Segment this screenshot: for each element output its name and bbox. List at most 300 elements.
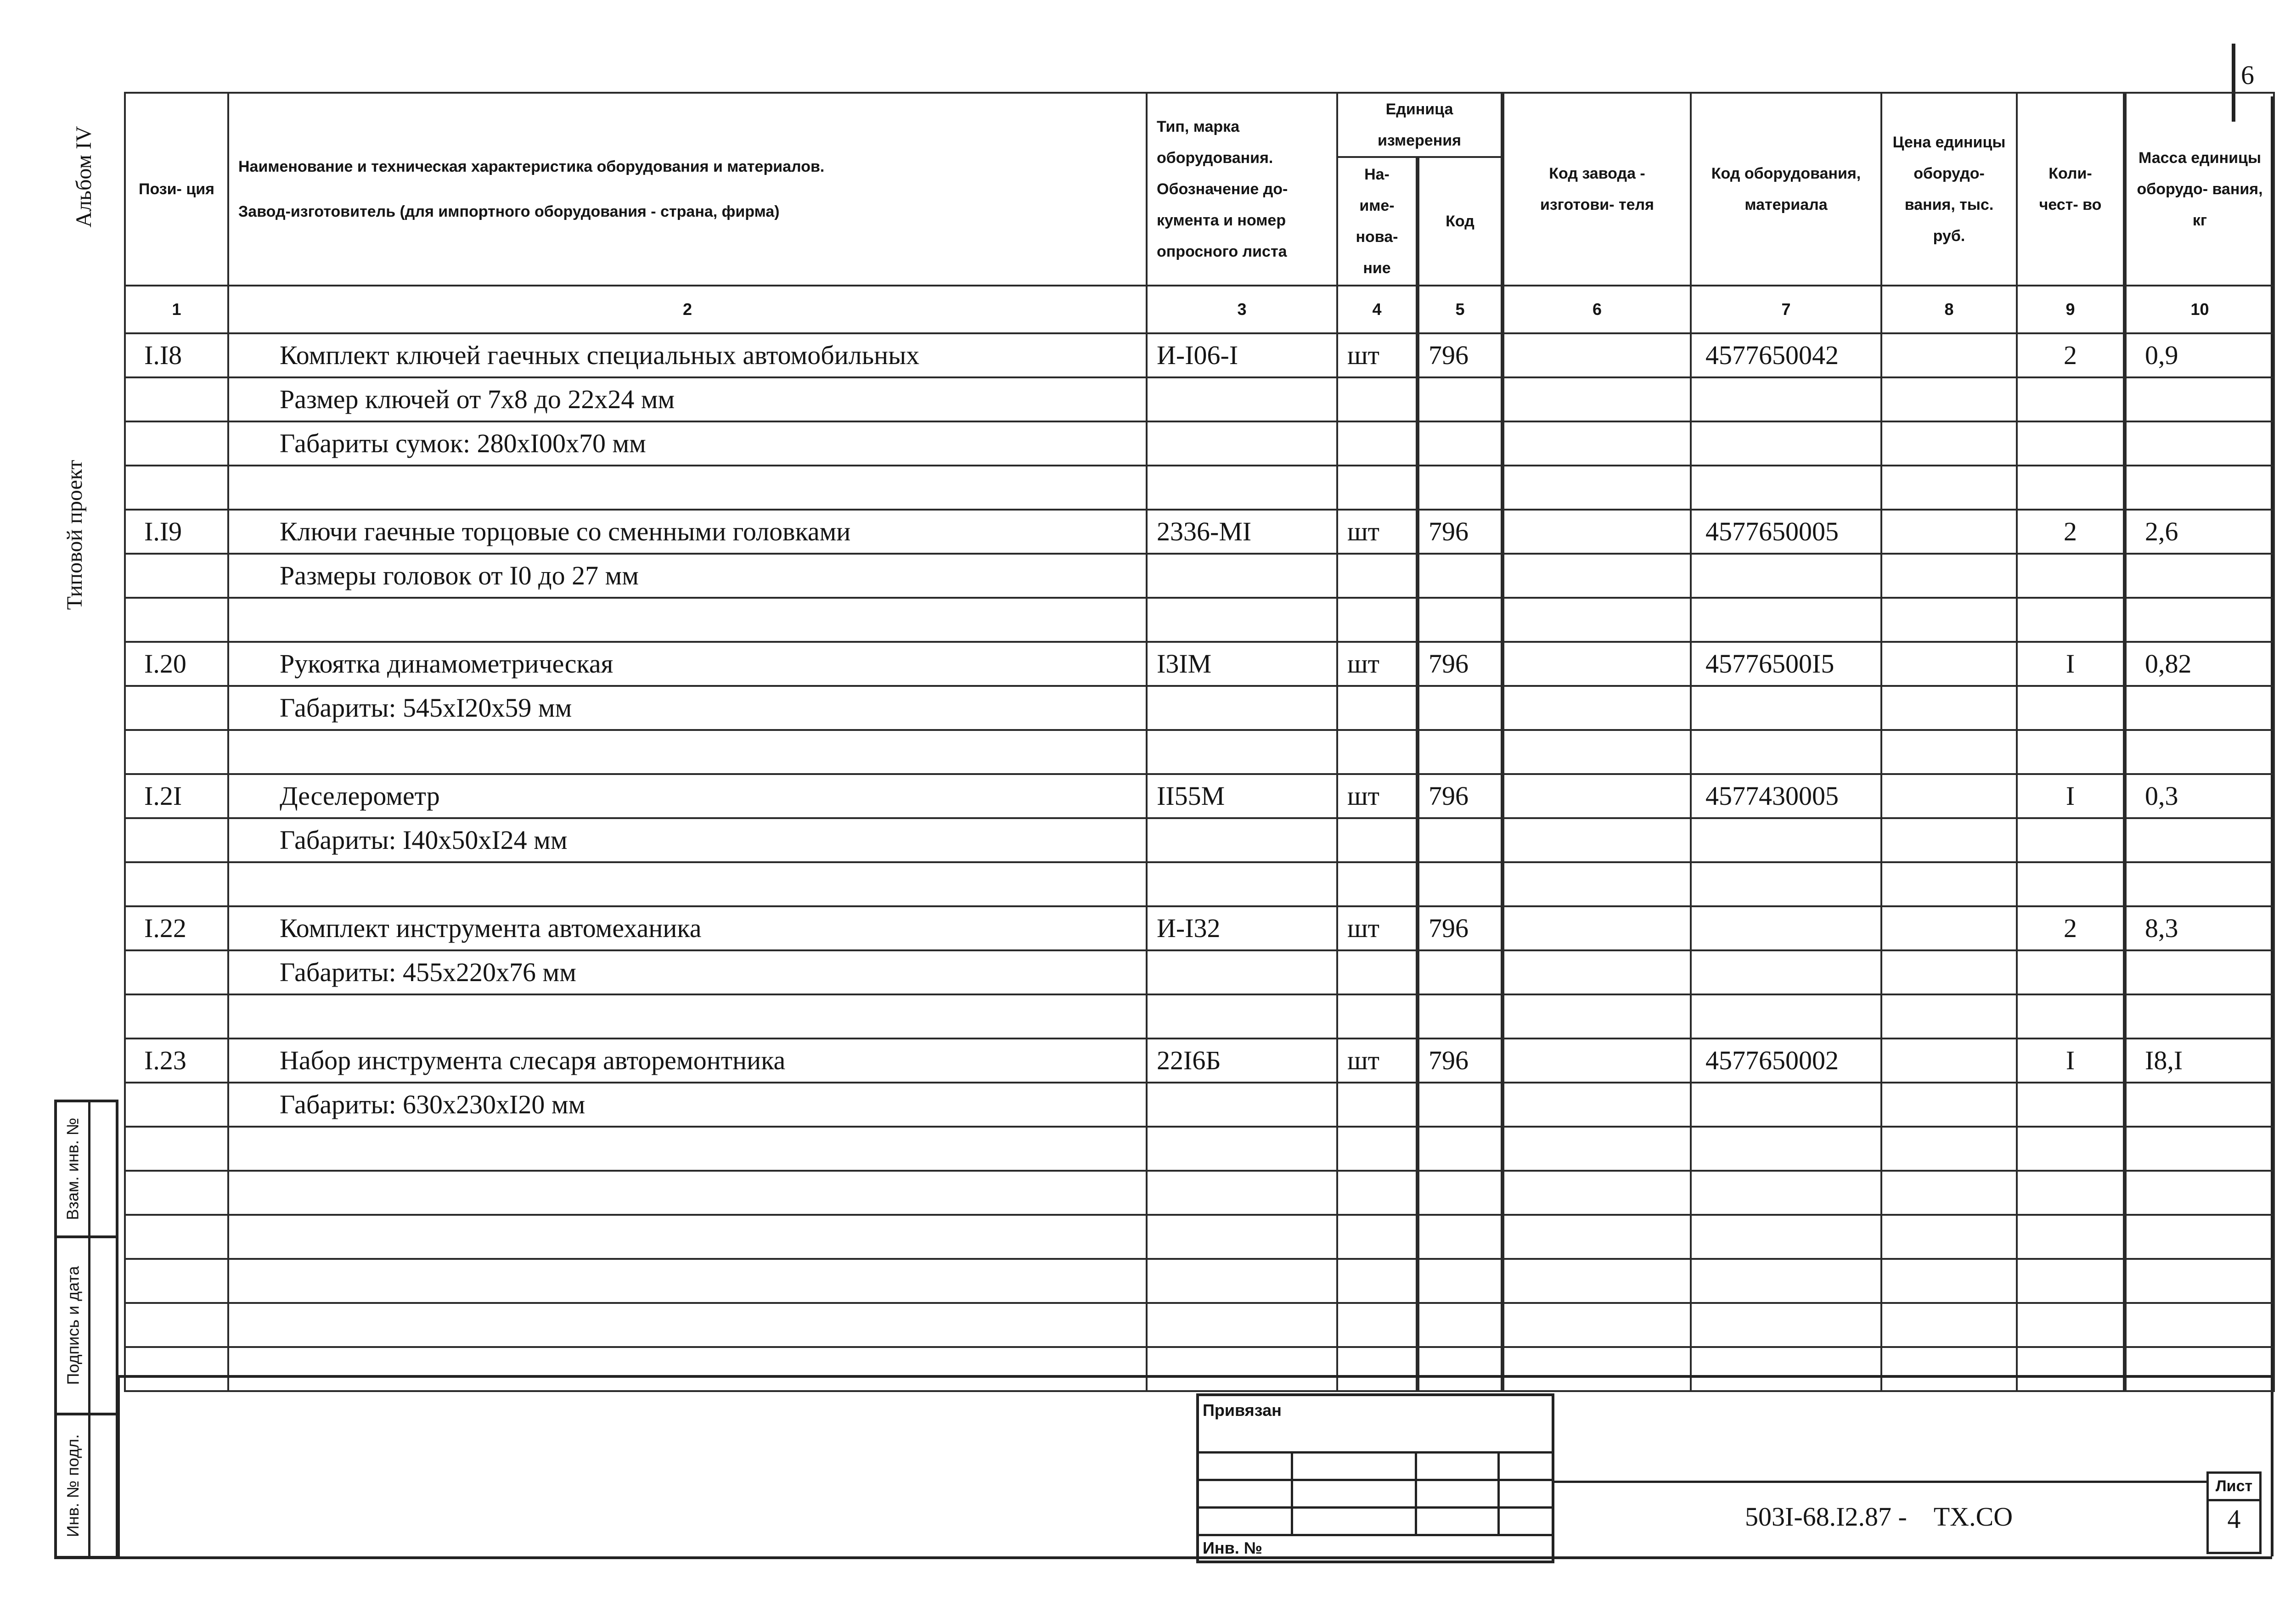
cell-position — [125, 1215, 228, 1259]
cell-unit-name: шт — [1337, 333, 1418, 377]
table-row — [125, 1083, 2274, 1127]
sheet-box — [2206, 1471, 2262, 1554]
cell-unit-name: шт — [1337, 774, 1418, 818]
cell-position: I.I8 — [125, 333, 228, 377]
cell-position — [125, 1083, 228, 1127]
cell-plant-code — [1503, 1215, 1691, 1259]
cell-mass — [2125, 1083, 2274, 1127]
cell-unit-code — [1418, 950, 1503, 994]
cell-unit-name — [1337, 1259, 1418, 1303]
cell-plant-code — [1503, 906, 1691, 950]
cell-name — [228, 1259, 1147, 1303]
cell-unit-name — [1337, 554, 1418, 598]
cell-type-mark — [1147, 1215, 1337, 1259]
cell-unit-name: шт — [1337, 906, 1418, 950]
cell-price — [1881, 554, 2017, 598]
cell-unit-code — [1418, 686, 1503, 730]
cell-price — [1881, 1083, 2017, 1127]
cell-position — [125, 686, 228, 730]
column-number: 2 — [228, 286, 1147, 333]
side-label-album: Альбом IV — [72, 126, 96, 228]
title-block-line — [1291, 1451, 1293, 1534]
cell-position — [125, 554, 228, 598]
cell-type-mark: 2336-МI — [1147, 510, 1337, 554]
cell-mass — [2125, 730, 2274, 774]
cell-plant-code — [1503, 466, 1691, 510]
cell-unit-name — [1337, 1083, 1418, 1127]
cell-position — [125, 1171, 228, 1215]
cell-price — [1881, 1215, 2017, 1259]
cell-mass — [2125, 1347, 2274, 1391]
column-number: 1 — [125, 286, 228, 333]
cell-unit-code: 796 — [1418, 510, 1503, 554]
table-row — [125, 421, 2274, 466]
cell-name — [228, 598, 1147, 642]
table-row — [125, 818, 2274, 862]
header-unit-mass: Масса единицы оборудо- вания, кг — [2125, 93, 2274, 286]
header-equipment-code: Код оборудования, материала — [1691, 93, 1881, 286]
side-label-project: Типовой проект — [62, 460, 87, 610]
cell-mass: 0,9 — [2125, 333, 2274, 377]
frame-left-rule — [117, 1375, 120, 1559]
cell-name — [228, 1347, 1147, 1391]
cell-unit-code: 796 — [1418, 774, 1503, 818]
cell-type-mark — [1147, 730, 1337, 774]
cell-unit-code — [1418, 554, 1503, 598]
cell-type-mark: И-I32 — [1147, 906, 1337, 950]
cell-plant-code — [1503, 421, 1691, 466]
sheet-number: 4 — [2227, 1504, 2241, 1534]
cell-unit-name — [1337, 466, 1418, 510]
cell-mass: 0,82 — [2125, 642, 2274, 686]
cell-plant-code — [1503, 730, 1691, 774]
cell-type-mark — [1147, 1127, 1337, 1171]
header-name-line1: Наименование и техническая характеристика оборудования и материалов. — [238, 158, 825, 175]
cell-position — [125, 994, 228, 1039]
title-block-rule — [1552, 1481, 2206, 1483]
cell-name: Ключи гаечные торцовые со сменными головками — [228, 510, 1147, 554]
cell-equipment-code — [1691, 598, 1881, 642]
cell-quantity: I — [2017, 642, 2125, 686]
cell-mass — [2125, 862, 2274, 906]
table-body — [125, 333, 2274, 1391]
cell-unit-code — [1418, 1215, 1503, 1259]
cell-unit-name — [1337, 1215, 1418, 1259]
cell-plant-code — [1503, 1303, 1691, 1347]
cell-unit-code — [1418, 730, 1503, 774]
cell-price — [1881, 686, 2017, 730]
cell-plant-code — [1503, 774, 1691, 818]
header-position: Пози- ция — [125, 93, 228, 286]
cell-type-mark — [1147, 1171, 1337, 1215]
cell-position — [125, 598, 228, 642]
cell-quantity — [2017, 598, 2125, 642]
cell-position — [125, 1347, 228, 1391]
cell-name: Габариты: I40х50хI24 мм — [228, 818, 1147, 862]
cell-type-mark — [1147, 686, 1337, 730]
cell-name: Габариты: 455х220х76 мм — [228, 950, 1147, 994]
cell-price — [1881, 994, 2017, 1039]
cell-price — [1881, 1171, 2017, 1215]
cell-mass — [2125, 950, 2274, 994]
cell-type-mark: I3IМ — [1147, 642, 1337, 686]
cell-quantity — [2017, 1259, 2125, 1303]
cell-plant-code — [1503, 1171, 1691, 1215]
cell-name — [228, 994, 1147, 1039]
cell-unit-code — [1418, 421, 1503, 466]
cell-type-mark: II55М — [1147, 774, 1337, 818]
cell-unit-code: 796 — [1418, 1039, 1503, 1083]
cell-equipment-code — [1691, 730, 1881, 774]
cell-quantity — [2017, 994, 2125, 1039]
cell-unit-code — [1418, 1083, 1503, 1127]
cell-equipment-code — [1691, 1303, 1881, 1347]
cell-quantity: 2 — [2017, 333, 2125, 377]
cell-mass — [2125, 818, 2274, 862]
column-number: 10 — [2125, 286, 2274, 333]
cell-price — [1881, 333, 2017, 377]
cell-equipment-code — [1691, 686, 1881, 730]
cell-quantity — [2017, 466, 2125, 510]
cell-plant-code — [1503, 950, 1691, 994]
cell-mass — [2125, 421, 2274, 466]
header-plant-code: Код завода - изготови- теля — [1503, 93, 1691, 286]
cell-plant-code — [1503, 642, 1691, 686]
cell-plant-code — [1503, 1127, 1691, 1171]
cell-quantity — [2017, 686, 2125, 730]
cell-position: I.I9 — [125, 510, 228, 554]
cell-mass: 2,6 — [2125, 510, 2274, 554]
title-block-inv-label: Инв. № — [1203, 1538, 1262, 1557]
cell-mass: I8,I — [2125, 1039, 2274, 1083]
cell-equipment-code — [1691, 466, 1881, 510]
cell-price — [1881, 950, 2017, 994]
cell-plant-code — [1503, 994, 1691, 1039]
cell-plant-code — [1503, 1039, 1691, 1083]
cell-name — [228, 1303, 1147, 1347]
cell-price — [1881, 377, 2017, 421]
cell-name: Габариты сумок: 280хI00х70 мм — [228, 421, 1147, 466]
cell-position: I.23 — [125, 1039, 228, 1083]
cell-equipment-code: 4577650005 — [1691, 510, 1881, 554]
cell-equipment-code — [1691, 1083, 1881, 1127]
cell-type-mark — [1147, 994, 1337, 1039]
cell-position: I.20 — [125, 642, 228, 686]
frame-bottom-rule — [117, 1375, 2271, 1378]
cell-type-mark — [1147, 1259, 1337, 1303]
cell-quantity — [2017, 1083, 2125, 1127]
cell-equipment-code — [1691, 554, 1881, 598]
header-unit-name: На- име- нова- ние — [1337, 157, 1418, 286]
cell-unit-code: 796 — [1418, 906, 1503, 950]
column-number: 5 — [1418, 286, 1503, 333]
cell-unit-code — [1418, 994, 1503, 1039]
cell-quantity — [2017, 1127, 2125, 1171]
cell-quantity — [2017, 862, 2125, 906]
header-quantity: Коли- чест- во — [2017, 93, 2125, 286]
cell-price — [1881, 1347, 2017, 1391]
column-number: 7 — [1691, 286, 1881, 333]
table-row — [125, 774, 2274, 818]
cell-unit-name — [1337, 818, 1418, 862]
title-block-line — [1415, 1451, 1417, 1534]
cell-name — [228, 1215, 1147, 1259]
cell-unit-code — [1418, 1259, 1503, 1303]
cell-mass — [2125, 466, 2274, 510]
cell-equipment-code: 4577650042 — [1691, 333, 1881, 377]
table-row — [125, 1303, 2274, 1347]
cell-position — [125, 1303, 228, 1347]
header-type-mark: Тип, марка оборудования. Обозначение до- кумента и номер опросного листа — [1147, 93, 1337, 286]
cell-quantity — [2017, 1347, 2125, 1391]
cell-type-mark: И-I06-I — [1147, 333, 1337, 377]
cell-unit-name — [1337, 1303, 1418, 1347]
header-name-line2: Завод-изготовитель (для импортного оборудования - страна, фирма) — [238, 203, 780, 220]
cell-price — [1881, 510, 2017, 554]
table-row — [125, 466, 2274, 510]
cell-quantity — [2017, 1171, 2125, 1215]
cell-mass — [2125, 686, 2274, 730]
column-number: 3 — [1147, 286, 1337, 333]
table-row — [125, 510, 2274, 554]
cell-equipment-code — [1691, 906, 1881, 950]
cell-type-mark — [1147, 598, 1337, 642]
cell-name — [228, 730, 1147, 774]
cell-name: Набор инструмента слесаря авторемонтника — [228, 1039, 1147, 1083]
cell-position — [125, 466, 228, 510]
cell-name: Размеры головок от I0 до 27 мм — [228, 554, 1147, 598]
sheet-label: Лист — [2209, 1474, 2259, 1501]
table-row — [125, 554, 2274, 598]
title-block-attached-label: Привязан — [1203, 1401, 1282, 1420]
cell-type-mark — [1147, 554, 1337, 598]
cell-type-mark — [1147, 466, 1337, 510]
column-number: 9 — [2017, 286, 2125, 333]
cell-unit-name — [1337, 1347, 1418, 1391]
cell-unit-name: шт — [1337, 1039, 1418, 1083]
cell-quantity — [2017, 730, 2125, 774]
cell-quantity: 2 — [2017, 906, 2125, 950]
cell-type-mark — [1147, 421, 1337, 466]
cell-equipment-code — [1691, 818, 1881, 862]
cell-unit-name — [1337, 686, 1418, 730]
cell-unit-code — [1418, 818, 1503, 862]
stamp-inv-original: Инв. № подл. — [63, 1434, 82, 1538]
cell-plant-code — [1503, 510, 1691, 554]
cell-name — [228, 466, 1147, 510]
cell-unit-code — [1418, 1171, 1503, 1215]
header-unit-price: Цена единицы оборудо- вания, тыс. руб. — [1881, 93, 2017, 286]
cell-equipment-code — [1691, 421, 1881, 466]
cell-position — [125, 377, 228, 421]
cell-price — [1881, 1039, 2017, 1083]
cell-unit-name: шт — [1337, 510, 1418, 554]
cell-equipment-code — [1691, 1127, 1881, 1171]
cell-plant-code — [1503, 333, 1691, 377]
cell-equipment-code — [1691, 1215, 1881, 1259]
cell-mass: 8,3 — [2125, 906, 2274, 950]
cell-unit-code — [1418, 1303, 1503, 1347]
cell-mass — [2125, 1259, 2274, 1303]
cell-name: Размер ключей от 7х8 до 22х24 мм — [228, 377, 1147, 421]
table-row — [125, 598, 2274, 642]
cell-quantity — [2017, 377, 2125, 421]
cell-unit-code: 796 — [1418, 333, 1503, 377]
cell-position — [125, 421, 228, 466]
cell-quantity: I — [2017, 1039, 2125, 1083]
table-row — [125, 1039, 2274, 1083]
stamp-replaced-inv: Взам. инв. № — [63, 1117, 82, 1220]
equipment-specification-table — [124, 92, 2275, 1392]
cell-position: I.22 — [125, 906, 228, 950]
header-name-description — [228, 93, 1147, 286]
table-row — [125, 994, 2274, 1039]
table-row — [125, 1347, 2274, 1391]
cell-quantity — [2017, 421, 2125, 466]
cell-mass — [2125, 1127, 2274, 1171]
cell-mass — [2125, 377, 2274, 421]
cell-mass — [2125, 1215, 2274, 1259]
cell-name — [228, 862, 1147, 906]
table-row — [125, 906, 2274, 950]
table-row — [125, 642, 2274, 686]
cell-quantity: 2 — [2017, 510, 2125, 554]
cell-plant-code — [1503, 862, 1691, 906]
cell-price — [1881, 1259, 2017, 1303]
cell-plant-code — [1503, 598, 1691, 642]
cell-name: Габариты: 630х230хI20 мм — [228, 1083, 1147, 1127]
cell-equipment-code: 4577430005 — [1691, 774, 1881, 818]
cell-plant-code — [1503, 377, 1691, 421]
cell-unit-name — [1337, 421, 1418, 466]
table-row — [125, 333, 2274, 377]
cell-plant-code — [1503, 1259, 1691, 1303]
cell-equipment-code — [1691, 862, 1881, 906]
cell-plant-code — [1503, 554, 1691, 598]
cell-unit-name — [1337, 994, 1418, 1039]
table-row — [125, 1171, 2274, 1215]
title-block — [1196, 1393, 1554, 1563]
cell-price — [1881, 466, 2017, 510]
cell-equipment-code — [1691, 377, 1881, 421]
cell-position — [125, 730, 228, 774]
title-block-line — [1199, 1534, 1552, 1536]
cell-mass — [2125, 1303, 2274, 1347]
cell-price — [1881, 906, 2017, 950]
cell-unit-name — [1337, 598, 1418, 642]
table-row — [125, 1259, 2274, 1303]
cell-unit-name — [1337, 950, 1418, 994]
table-row — [125, 686, 2274, 730]
cell-type-mark — [1147, 818, 1337, 862]
table-row — [125, 730, 2274, 774]
cell-price — [1881, 730, 2017, 774]
cell-name — [228, 1171, 1147, 1215]
cell-unit-code — [1418, 1127, 1503, 1171]
cell-mass — [2125, 1171, 2274, 1215]
cell-name: Габариты: 545хI20х59 мм — [228, 686, 1147, 730]
cell-type-mark: 22I6Б — [1147, 1039, 1337, 1083]
cell-name: Деселерометр — [228, 774, 1147, 818]
cell-unit-code — [1418, 598, 1503, 642]
cell-plant-code — [1503, 818, 1691, 862]
cell-unit-code — [1418, 862, 1503, 906]
cell-quantity — [2017, 554, 2125, 598]
cell-quantity — [2017, 818, 2125, 862]
cell-equipment-code — [1691, 994, 1881, 1039]
cell-position — [125, 862, 228, 906]
cell-unit-code — [1418, 466, 1503, 510]
table-row — [125, 950, 2274, 994]
page-number: 6 — [2241, 60, 2254, 90]
cell-position — [125, 818, 228, 862]
cell-equipment-code: 45776500I5 — [1691, 642, 1881, 686]
cell-quantity — [2017, 1303, 2125, 1347]
cell-quantity: I — [2017, 774, 2125, 818]
cell-unit-code: 796 — [1418, 642, 1503, 686]
cell-equipment-code — [1691, 1347, 1881, 1391]
cell-unit-name: шт — [1337, 642, 1418, 686]
cell-quantity — [2017, 950, 2125, 994]
cell-position — [125, 1259, 228, 1303]
column-number: 4 — [1337, 286, 1418, 333]
cell-type-mark — [1147, 1303, 1337, 1347]
cell-position: I.2I — [125, 774, 228, 818]
cell-equipment-code — [1691, 950, 1881, 994]
table-row — [125, 862, 2274, 906]
cell-type-mark — [1147, 1083, 1337, 1127]
cell-equipment-code — [1691, 1259, 1881, 1303]
cell-price — [1881, 421, 2017, 466]
cell-unit-name — [1337, 1171, 1418, 1215]
cell-plant-code — [1503, 1083, 1691, 1127]
stamp-signature-date: Подпись и дата — [63, 1266, 82, 1385]
cell-price — [1881, 862, 2017, 906]
cell-type-mark — [1147, 950, 1337, 994]
cell-price — [1881, 1303, 2017, 1347]
cell-unit-name — [1337, 730, 1418, 774]
cell-plant-code — [1503, 1347, 1691, 1391]
cell-price — [1881, 1127, 2017, 1171]
cell-equipment-code: 4577650002 — [1691, 1039, 1881, 1083]
header-unit-group: Единица измерения — [1337, 93, 1503, 157]
cell-mass — [2125, 554, 2274, 598]
cell-equipment-code — [1691, 1171, 1881, 1215]
cell-price — [1881, 598, 2017, 642]
column-number: 8 — [1881, 286, 2017, 333]
cell-type-mark — [1147, 377, 1337, 421]
column-number: 6 — [1503, 286, 1691, 333]
table-row — [125, 1127, 2274, 1171]
cell-unit-name — [1337, 1127, 1418, 1171]
cell-unit-code — [1418, 1347, 1503, 1391]
title-block-line — [1497, 1451, 1500, 1534]
table-row — [125, 377, 2274, 421]
cell-position — [125, 1127, 228, 1171]
cell-mass — [2125, 994, 2274, 1039]
cell-price — [1881, 642, 2017, 686]
cell-unit-name — [1337, 862, 1418, 906]
frame-base-rule — [54, 1556, 2272, 1559]
cell-quantity — [2017, 1215, 2125, 1259]
cell-price — [1881, 774, 2017, 818]
document-code: 503I-68.I2.87 - ТХ.СО — [1745, 1502, 2013, 1532]
cell-price — [1881, 818, 2017, 862]
table-row — [125, 1215, 2274, 1259]
cell-name: Комплект инструмента автомеханика — [228, 906, 1147, 950]
approval-stamp-column — [54, 1100, 118, 1559]
cell-name: Рукоятка динамометрическая — [228, 642, 1147, 686]
